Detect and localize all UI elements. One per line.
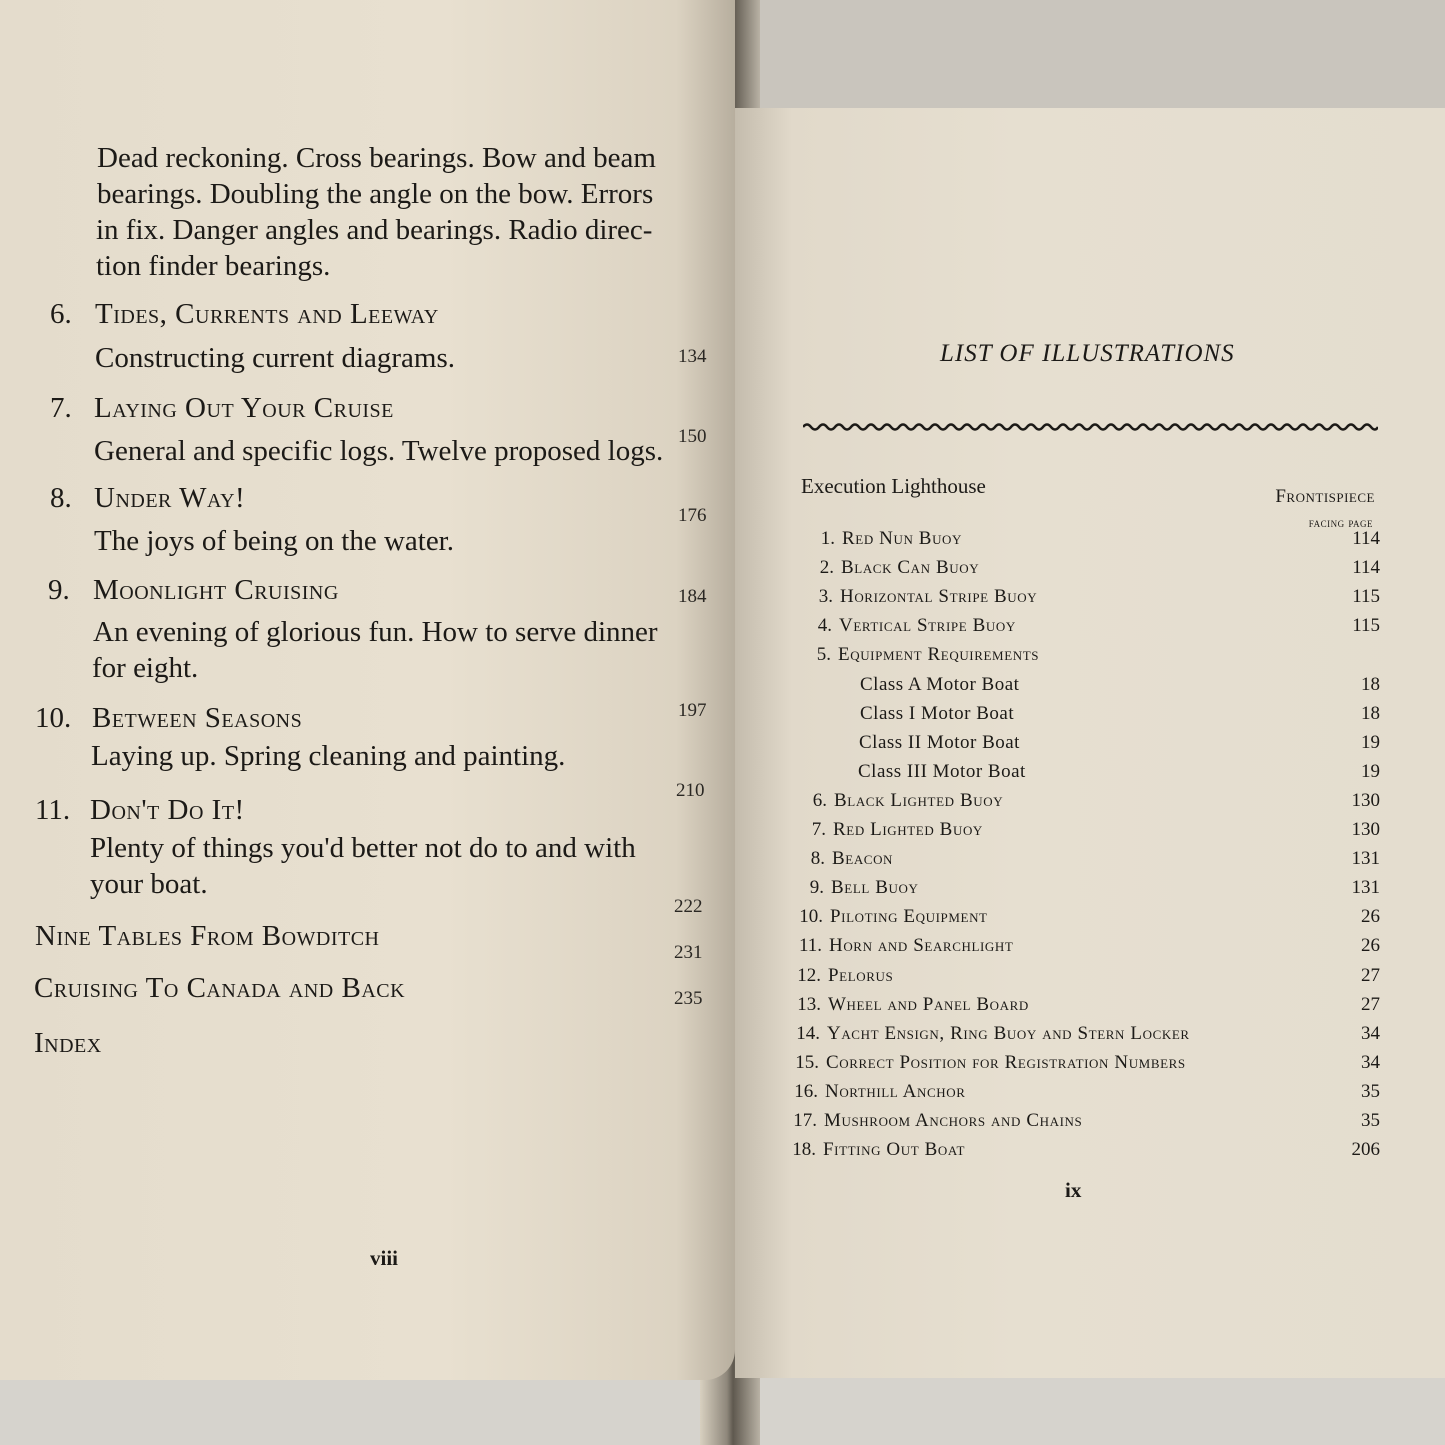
illustration-title: Pelorus [828,964,894,986]
illustration-page: 35 [1361,1110,1380,1131]
illustration-row [775,1023,1380,1051]
illustration-number: 1. [820,528,835,549]
illustration-page: 34 [1361,1022,1380,1044]
chapter-description: Laying up. Spring cleaning and painting. [91,740,566,772]
chapter-page: 176 [678,505,707,526]
intro-line: bearings. Doubling the angle on the bow. Errors [97,178,654,210]
back-matter-title: Cruising To Canada and Back [34,972,406,1004]
chapter-page: 134 [678,346,707,367]
illustration-row [789,557,1380,585]
facing-page-label: facing page [1308,515,1373,530]
illustration-page: 18 [1361,702,1380,724]
illustration-row [787,615,1380,643]
illustration-subtitle: Class A Motor Boat [860,673,1020,695]
illustration-number: 8. [810,848,825,870]
chapter-number: 9. [48,574,70,606]
illustration-row [778,906,1380,934]
illustration-row [771,1139,1380,1167]
illustration-number: 5. [816,644,831,666]
back-matter-page: 231 [674,942,703,963]
illustration-number: 15. [795,1051,819,1073]
illustration-row [788,586,1380,614]
illustration-row [776,965,1380,993]
chapter-number: 10. [35,702,72,734]
illustration-number: 12. [797,964,821,986]
illustration-number: 14. [796,1022,820,1044]
illustration-page: 115 [1352,586,1380,608]
chapter-title: Under Way! [94,482,246,514]
intro-line: Dead reckoning. Cross bearings. Bow and beam [97,142,656,174]
illustration-title: Beacon [832,848,894,870]
intro-line: in fix. Danger angles and bearings. Radio direc- [96,214,653,246]
chapter-title: Laying Out Your Cruise [94,392,394,424]
illustration-number: 3. [818,586,833,608]
chapter-description: The joys of being on the water. [94,525,454,557]
page-folio-left: viii [370,1246,399,1270]
chapter-number: 8. [50,482,72,514]
illustration-number: 6. [812,789,827,811]
intro-line: tion finder bearings. [96,250,331,282]
page-title: LIST OF ILLUSTRATIONS [940,340,1235,367]
illustration-title: Black Can Buoy [841,557,980,579]
illustration-title: Mushroom Anchors and Chains [824,1110,1083,1131]
illustration-row [772,1110,1380,1138]
illustration-title: Horn and Searchlight [829,935,1014,957]
illustration-page: 131 [1351,877,1380,899]
wavy-rule [803,418,1378,436]
illustration-number: 13. [797,993,821,1015]
chapter-title: Tides, Currents and Leeway [95,298,439,330]
illustration-page: 130 [1351,819,1380,840]
illustration-page: 131 [1351,848,1380,870]
illustration-row [782,790,1380,818]
chapter-title: Between Seasons [92,702,303,734]
illustration-number: 11. [798,935,822,957]
illustration-number: 10. [799,906,823,928]
chapter-page: 197 [678,700,707,721]
illustration-title: Fitting Out Boat [823,1139,965,1161]
illustration-page: 19 [1361,760,1380,782]
illustration-row [776,994,1380,1022]
illustration-row [784,732,1380,760]
illustration-title: Bell Buoy [831,877,919,899]
illustration-title: Red Lighted Buoy [833,819,983,840]
illustration-page: 114 [1352,557,1380,579]
chapter-description: your boat. [90,868,208,900]
illustration-row [790,528,1380,556]
illustration-row [774,1052,1380,1080]
illustration-row [785,674,1380,702]
illustration-number: 17. [793,1110,817,1131]
illustration-row [785,703,1380,731]
chapter-description: General and specific logs. Twelve proposed logs. [94,435,664,467]
chapter-page: 184 [678,586,707,607]
chapter-title: Don't Do It! [90,794,245,826]
illustration-title: Wheel and Panel Board [828,993,1029,1015]
illustration-row [786,644,1380,672]
illustration-subtitle: Class III Motor Boat [858,760,1026,782]
illustration-row [780,848,1380,876]
illustration-page: 114 [1352,528,1380,549]
illustration-number: 7. [811,819,826,840]
illustration-title: Piloting Equipment [830,906,988,928]
illustration-subtitle: Class I Motor Boat [860,702,1015,724]
illustration-row [779,877,1380,905]
chapter-description: An evening of glorious fun. How to serve dinner [93,616,658,648]
illustration-title: Red Nun Buoy [842,528,963,549]
chapter-number: 7. [50,392,72,424]
illustration-page: 115 [1352,615,1380,637]
illustration-row [781,819,1380,847]
illustration-page: 27 [1361,993,1380,1015]
page-folio-right: ix [1065,1178,1082,1202]
illustration-title: Black Lighted Buoy [834,789,1004,811]
chapter-number: 11. [35,794,71,826]
illustration-page: 35 [1361,1080,1380,1102]
back-matter-title: Index [34,1027,102,1059]
chapter-page: 150 [678,426,707,447]
illustration-page: 27 [1361,964,1380,986]
illustration-title: Northill Anchor [825,1080,966,1102]
illustration-number: 2. [819,557,834,579]
illustration-title: Horizontal Stripe Buoy [840,586,1038,608]
illustration-page: 130 [1351,789,1380,811]
illustration-row [773,1081,1380,1109]
illustration-number: 9. [809,877,824,899]
chapter-description: Plenty of things you'd better not do to and with [90,832,636,864]
chapter-page: 210 [676,780,705,801]
chapter-title: Moonlight Cruising [93,574,339,606]
illustration-number: 4. [817,615,832,637]
frontispiece-label: Frontispiece [1275,486,1375,507]
back-matter-title: Nine Tables From Bowditch [35,920,380,952]
illustration-page: 26 [1361,935,1380,957]
chapter-description: for eight. [92,652,199,684]
illustration-page: 34 [1361,1051,1380,1073]
illustration-subtitle: Class II Motor Boat [859,731,1020,753]
back-matter-page: 222 [674,896,703,917]
illustration-page: 19 [1361,731,1380,753]
illustration-page: 26 [1361,906,1380,928]
illustration-row [777,935,1380,963]
illustration-title: Equipment Requirements [838,644,1040,666]
illustration-number: 18. [792,1139,816,1161]
back-matter-page: 235 [674,988,703,1009]
chapter-description: Constructing current diagrams. [95,342,455,374]
chapter-number: 6. [50,298,72,330]
illustration-title: Yacht Ensign, Ring Buoy and Stern Locker [827,1022,1190,1044]
illustration-number: 16. [794,1080,818,1102]
illustration-row [783,761,1380,789]
illustration-page: 206 [1351,1139,1380,1161]
illustration-title: Vertical Stripe Buoy [839,615,1016,637]
left-page [0,0,735,1380]
illustration-page: 18 [1361,673,1380,695]
frontispiece-title: Execution Lighthouse [801,474,986,498]
illustration-title: Correct Position for Registration Numbers [826,1051,1186,1073]
